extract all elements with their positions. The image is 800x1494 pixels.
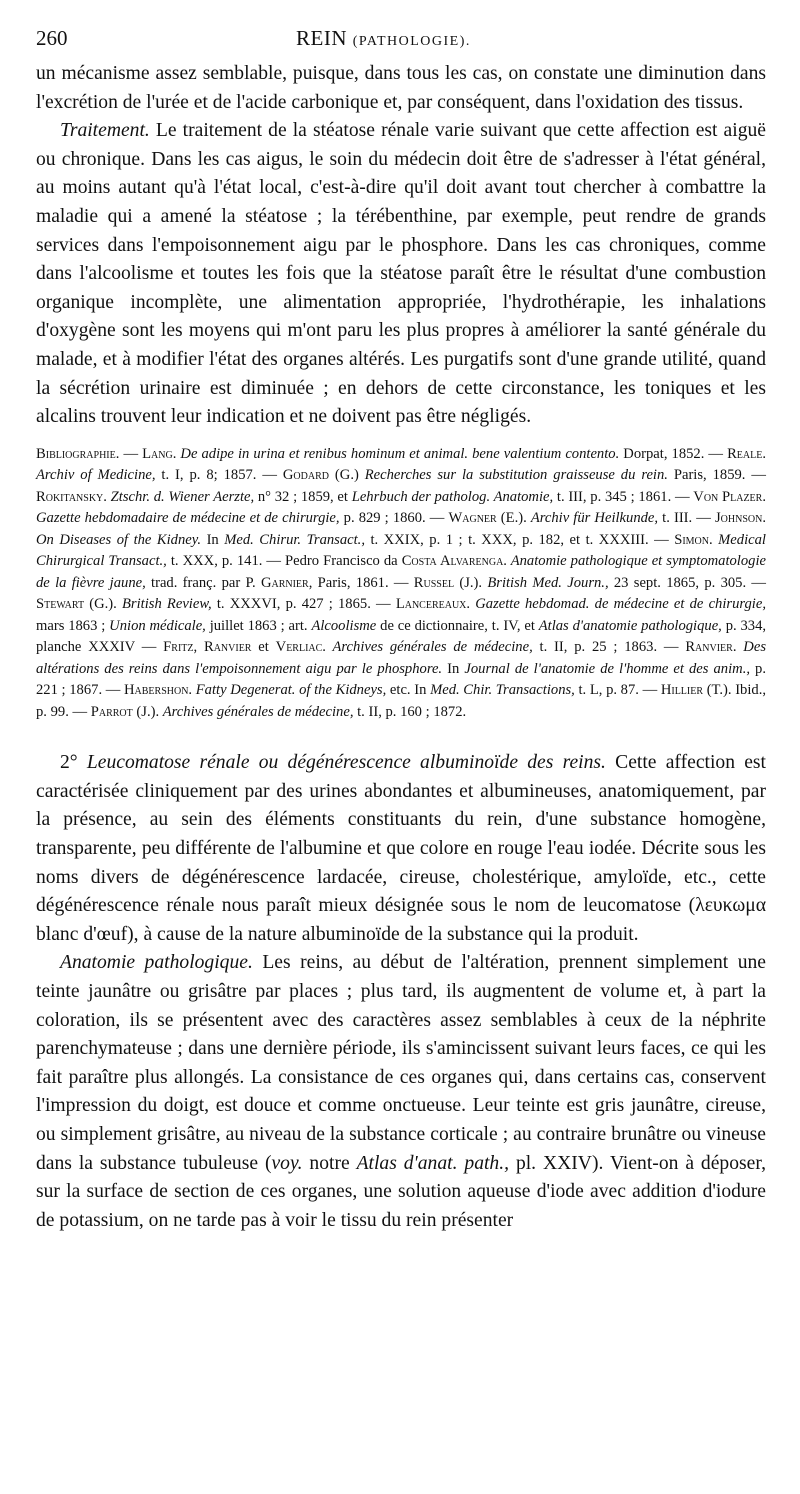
bibliography-run: t. XXXVI, p. 427 ; 1865. — — [211, 596, 396, 613]
bibliography-run: Med. Chirur. Transact., — [224, 531, 365, 548]
bibliography-run: Archives générales de médecine, — [325, 639, 533, 656]
bibliography-run: Lang. — [142, 445, 177, 462]
bibliography-run: p. 829 ; 1860. — — [339, 510, 449, 527]
leucomatose-text: Cette affection est caractérisée cliniquement par des urines abondantes et albumineuses, anatomiquement, par la présence, au sein des éléments constituants du rein, d'une substance homogène, transparente, peu différente de l'albumine et que colore en rouge l'eau iodée. Décrite sous les noms divers de dégénérescence lardacée, cireuse, cholestérique, amyloïde, etc., cette dégénérescence rénale nous paraît mieux désignée sous le nom de leucomatose (λευκωμα blanc d'œuf), à cause de la nature albuminoïde de la substance qui la produit. — [36, 752, 766, 945]
bibliography-run: Des altérations des reins dans l'empoisonnement aigu par le phosphore. — [36, 639, 766, 677]
bibliography-run: Archiv of Medicine, — [36, 467, 156, 484]
bibliography-run: mars 1863 ; — [36, 617, 110, 634]
bibliography-run: Habershon. — [124, 682, 193, 699]
bibliography-run: 23 sept. 1865, p. 305. — — [608, 574, 766, 591]
bibliography-run: etc. In — [386, 682, 431, 699]
bibliography-run: De adipe in urina et renibus hominum et animal. bene valentium contento. — [176, 445, 620, 462]
bibliography-run: Johnson. — [715, 510, 766, 527]
bibliography-run: t. XXX, p. 141. — Pedro Francisco da — [166, 553, 402, 570]
running-header — [36, 26, 766, 60]
bibliography-run: t. II, p. 25 ; 1863. — — [532, 639, 686, 656]
bibliography-run: Paris, 1859. — — [667, 467, 766, 484]
page — [36, 26, 766, 1235]
bibliography-run: Parrot — [90, 703, 133, 720]
bibliography-run: Anatomie pathologique et symptomatologie de la fièvre jaune, — [36, 553, 766, 591]
bibliography-run: Journal de l'anatomie de l'homme et des anim., — [464, 660, 750, 677]
bibliography-run: t. XXIX, p. 1 ; t. XXX, p. 182, et t. XXXIII. — — [364, 531, 675, 548]
bibliography-run: Atlas d'anatomie pathologique, — [538, 617, 722, 634]
bibliography-run: Godard — [282, 467, 329, 484]
leucomatose-heading: Leucomatose rénale ou dégénérescence albuminoïde des reins. — [86, 752, 606, 774]
bibliography-run: Reale. — [727, 445, 766, 462]
bibliography-run: Bibliographie. — [36, 445, 120, 462]
paragraph-leucomatose — [36, 749, 766, 949]
bibliography-run: Gazette hebdomadaire de médecine et de chirurgie, — [36, 510, 340, 527]
running-title-main: REIN — [296, 26, 347, 50]
bibliography-run: Medical Chirurgical Transact., — [36, 531, 766, 570]
bibliography-run: Stewart — [36, 596, 85, 613]
anatomie-atlas: Atlas d'anat. path., — [356, 1152, 510, 1174]
bibliography-run: Dorpat, 1852. — — [619, 445, 728, 462]
bibliography-run: Lehrbuch der patholog. Anatomie, — [351, 488, 554, 505]
bibliography-run: et — [251, 639, 276, 656]
bibliography-run: In — [201, 531, 225, 548]
paragraph-intro: un mécanisme assez semblable, puisque, dans tous les cas, on constate une diminution dans l'excrétion de l'urée et de l'acide carbonique et, par conséquent, dans l'oxidation des tissus. — [36, 63, 766, 113]
bibliography-run: Recherches sur la substitution graisseuse du rein. — [364, 467, 668, 484]
bibliography-run: Lancereaux. — [395, 596, 471, 613]
bibliography-run: de ce dictionnaire, t. IV, et — [376, 617, 539, 634]
bibliography-run: Fatty Degenerat. of the Kidneys, — [192, 682, 387, 699]
bibliography-run: Ranvier. — [685, 639, 737, 656]
anatomie-voy: voy. — [271, 1152, 303, 1174]
bibliography-run: Fritz, Ranvier — [163, 639, 252, 656]
bibliography-run: Hillier — [660, 682, 704, 699]
bibliography-run: n° 32 ; 1859, et — [254, 488, 352, 505]
bibliography-run: trad. franç. par P. — [145, 574, 261, 591]
bibliography-run: Paris, 1861. — — [312, 574, 414, 591]
bibliography-run: t. L, p. 87. — — [574, 682, 661, 699]
bibliography-run: t. II, p. 160 ; 1872. — [353, 703, 467, 720]
bibliography-run: p. 334, planche XXXIV — — [36, 617, 767, 656]
bibliography-run: British Med. Journ., — [487, 574, 609, 591]
anatomie-heading: Anatomie pathologique. — [60, 952, 253, 974]
bibliography-run: (E.). — [496, 510, 531, 527]
paragraph-traitement — [36, 117, 766, 432]
bibliography-run: On Diseases of the Kidney. — [36, 531, 202, 548]
bibliography-run: In — [442, 660, 465, 677]
bibliography-run: t. III, p. 345 ; 1861. — — [553, 488, 694, 505]
running-title — [296, 26, 471, 51]
traitement-heading: Traitement. — [60, 120, 150, 142]
bibliography-run: (J.). — [132, 703, 163, 720]
bibliography-run: (G.) — [329, 467, 365, 484]
bibliography-run: Costa Alvarenga. — [401, 553, 507, 570]
bibliography-run: Archiv für Heilkunde, — [530, 510, 659, 527]
page-number: 260 — [36, 26, 68, 50]
bibliography-run: juillet 1863 ; art. — [205, 617, 312, 634]
running-title-sub: (PATHOLOGIE). — [352, 34, 471, 49]
section-number: 2° — [60, 752, 78, 774]
bibliography-run: Garnier, — [260, 574, 313, 591]
bibliography — [36, 444, 766, 724]
bibliography-run: Russel — [413, 574, 455, 591]
bibliography-run: Gazette hebdomad. de médecine et de chirurgie, — [470, 596, 766, 613]
bibliography-run: Archives générales de médecine, — [162, 703, 354, 720]
bibliography-run: British Review, — [122, 596, 212, 613]
bibliography-run: Verliac. — [275, 639, 326, 656]
bibliography-run: Ztschr. d. Wiener Aerzte, — [106, 488, 255, 505]
bibliography-run: Alcoolisme — [311, 617, 377, 634]
bibliography-run: Med. Chir. Transactions, — [430, 682, 575, 699]
traitement-text: Le traitement de la stéatose rénale varie suivant que cette affection est aiguë ou chronique. Dans les cas aigus, le soin du médecin doit être de s'adresser à l'état général, au moins autant qu'à l'état local, c'est-à-dire qu'il doit avant tout chercher à combattre la maladie qui a amené la stéatose ; la térébenthine, par exemple, peut rendre de grands services dans l'empoisonnement aigu par le phosphore. Dans les cas chroniques, comme dans l'alcoolisme et toutes les fois que la stéatose paraît être le résultat d'une combustion organique incomplète, une alimentation appropriée, l'hydrothérapie, les inhalations d'oxygène sont les moyens qui m'ont paru les plus propres à améliorer la santé générale du malade, et à modifier l'état des organes altérés. Les purgatifs sont d'une grande utilité, quand la sécrétion urinaire est diminuée ; en dehors de cette circonstance, les toniques et les alcalins trouvent leur indication et ne doivent pas être négligés. — [36, 120, 766, 428]
bibliography-run: t. III. — — [658, 510, 715, 527]
bibliography-run: — — [119, 445, 143, 462]
bibliography-run: Union médicale, — [109, 617, 206, 634]
anatomie-text-c: pl. XXIV). Vient-on à déposer, sur la surface de section de ces organes, une solution aqueuse d'iode avec addition d'iodure de potassium, on ne tarde pas à voir le tissu du rein présenter — [36, 1152, 766, 1231]
anatomie-text-a: Les reins, au début de l'altération, prennent simplement une teinte jaunâtre ou grisâtre par places ; plus tard, ils augmentent de volume et, à part la coloration, ils se présentent avec des caractères assez semblables à ceux de la néphrite parenchymateuse ; dans une dernière période, ils s'amincissent suivant leurs faces, ce qui les fait paraître plus allongés. La consistance de ces organes qui, dans certains cas, conservent l'impression du doigt, est douce et comme onctueuse. Leur teinte est gris jaunâtre, cireuse, ou simplement grisâtre, au niveau de la substance corticale ; au contraire brunâtre ou vineuse dans la substance tubuleuse ( — [36, 952, 766, 1174]
anatomie-text-b: notre — [302, 1152, 357, 1174]
bibliography-run: Wagner — [448, 510, 497, 527]
bibliography-run: (J.). — [454, 574, 488, 591]
bibliography-run: Rokitansky. — [36, 488, 107, 505]
bibliography-run: p. 221 ; 1867. — — [36, 660, 766, 699]
bibliography-run: Von Plazer. — [693, 488, 766, 505]
bibliography-run: Simon. — [674, 531, 713, 548]
bibliography-run: (T.). Ibid., p. 99. — — [36, 682, 766, 720]
bibliography-run: (G.). — [84, 596, 123, 613]
paragraph-anatomie — [36, 949, 766, 1235]
bibliography-run: t. I, p. 8; 1857. — — [155, 467, 283, 484]
